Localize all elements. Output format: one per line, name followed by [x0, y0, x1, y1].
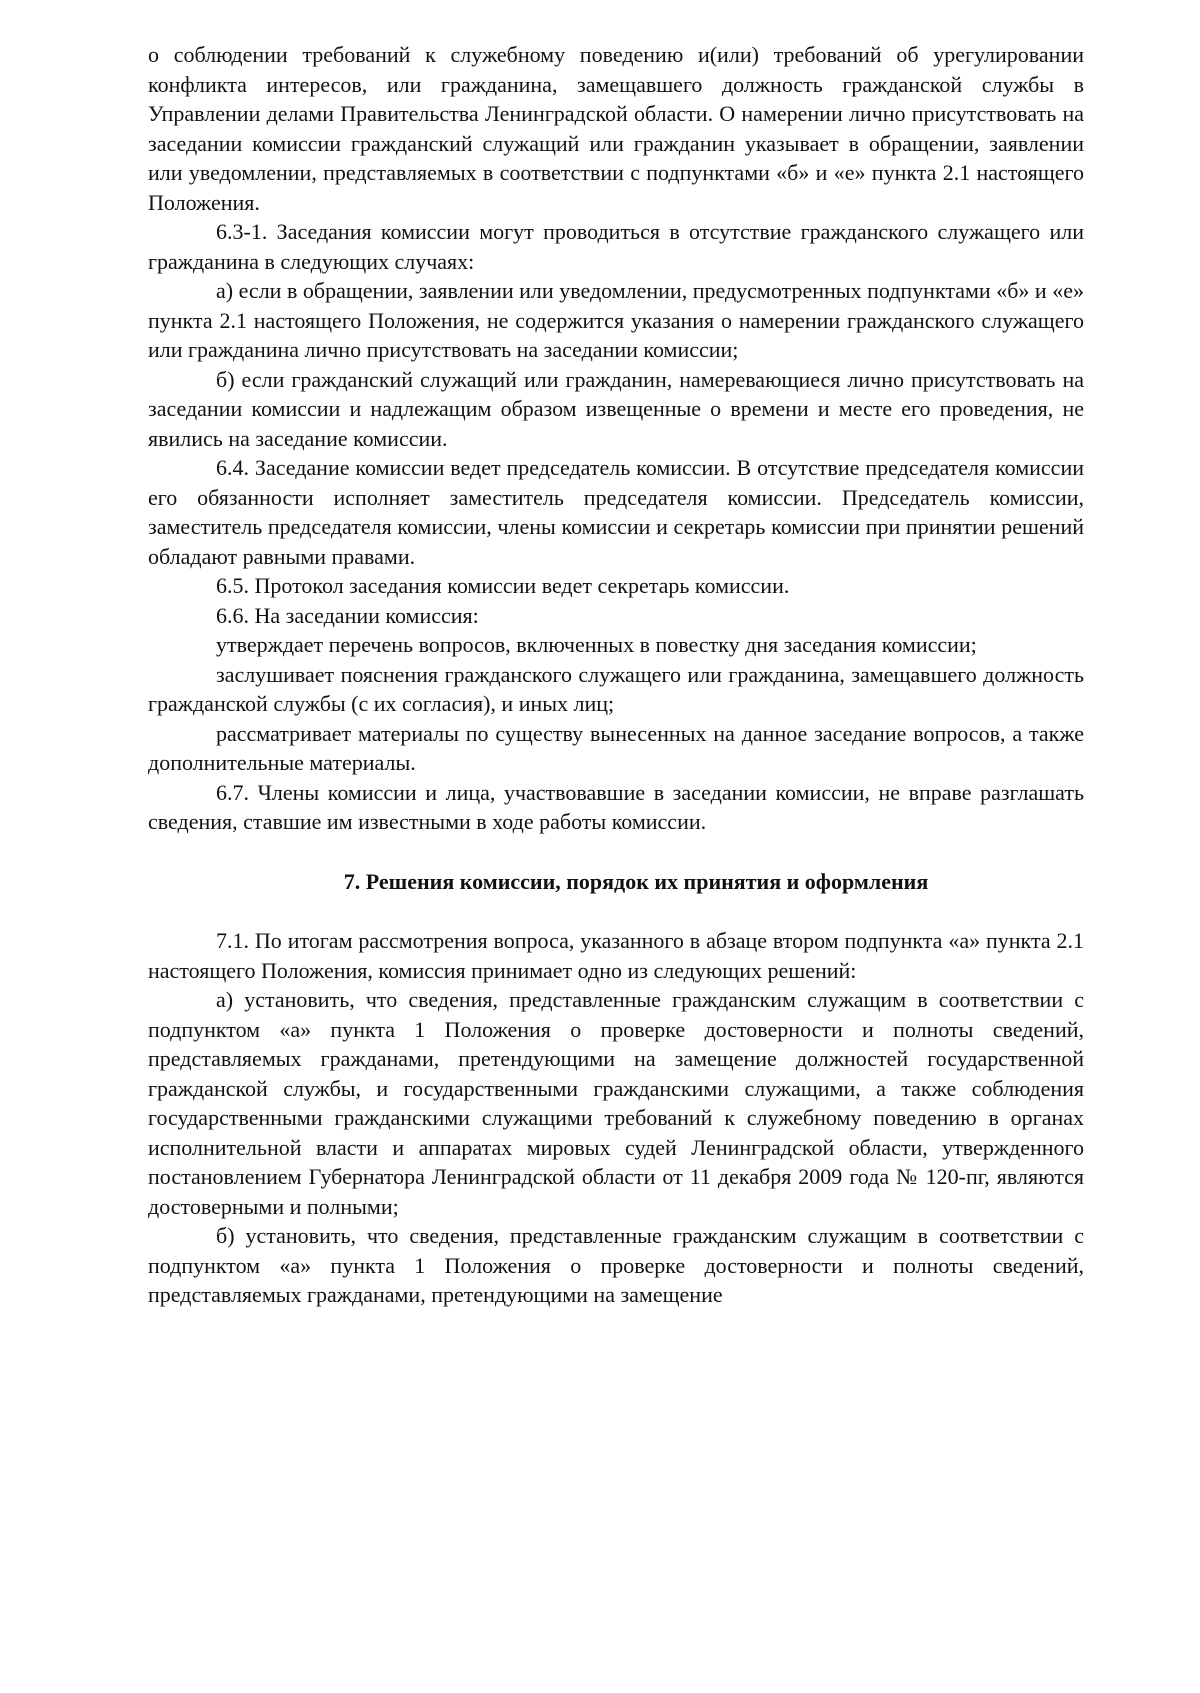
paragraph-6-6-1: утверждает перечень вопросов, включенных в повестку дня заседания комиссии; [216, 632, 977, 657]
document-page [148, 40, 1084, 1310]
paragraphs-before [148, 40, 1084, 837]
paragraph-6-6: 6.6. На заседании комиссия: [216, 602, 479, 628]
paragraph-6-5: 6.5. Протокол заседания комиссии ведет секретарь комиссии. [216, 573, 790, 598]
paragraph-6-3-1-b: б) если гражданский служащий или гражданин, намеревающиеся лично присутствовать на заседании комиссии и надлежащим образом извещенные о времени и месте его проведения, не явились на заседание комиссии. [148, 366, 1084, 451]
paragraph-7-1: 7.1. По итогам рассмотрения вопроса, указанного в абзаце втором подпункта «а» пункта 2.1 настоящего Положения, комиссия принимает одно из следующих решений: [148, 928, 1084, 983]
paragraph-7-1-a: а) установить, что сведения, представленные гражданским служащим в соответствии с подпунктом «а» пункта 1 Положения о проверке достоверности и полноты сведений, представляемых гражданами, претендующими на замещение должностей государственной гражданской службы, и государственными гражданскими служащими, а также соблюдения государственными гражданскими служащими требований к служебному поведению в органах исполнительной власти и аппаратах мировых судей Ленинградской области, утвержденного постановлением Губернатора Ленинградской области от 11 декабря 2009 года № 120-пг, являются достоверными и полными; [148, 987, 1084, 1219]
paragraph-6-4: 6.4. Заседание комиссии ведет председатель комиссии. В отсутствие председателя комиссии его обязанности исполняет заместитель председателя комиссии. Председатель комиссии, заместитель председателя комиссии, члены комиссии и секретарь комиссии при принятии решений обладают равными правами. [148, 455, 1084, 569]
paragraph-6-7: 6.7. Члены комиссии и лица, участвовавшие в заседании комиссии, не вправе разглашать сведения, ставшие им известными в ходе работы комиссии. [148, 779, 1084, 834]
paragraphs-after [148, 926, 1084, 1310]
paragraph-cont: о соблюдении требований к служебному поведению и(или) требований об урегулировании конфликта интересов, или гражданина, замещавшего должность гражданской службы в Управлении делами Правительства Ленинградской области. О намерении лично присутствовать на заседании комиссии гражданский служащий или гражданин указывает в обращении, заявлении или уведомлении, представляемых в соответствии с подпунктами «б» и «е» пункта 2.1 настоящего Положения. [148, 42, 1084, 215]
paragraph-6-3-1: 6.3-1. Заседания комиссии могут проводиться в отсутствие гражданского служащего или гражданина в следующих случаях: [148, 219, 1084, 274]
paragraph-7-1-b: б) установить, что сведения, представленные гражданским служащим в соответствии с подпунктом «а» пункта 1 Положения о проверке достоверности и полноты сведений, представляемых гражданами, претендующими на замещение [148, 1223, 1084, 1307]
paragraph-6-3-1-a: а) если в обращении, заявлении или уведомлении, предусмотренных подпунктами «б» и «е» пункта 2.1 настоящего Положения, не содержится указания о намерении гражданского служащего или гражданина лично присутствовать на заседании комиссии; [148, 278, 1084, 362]
paragraph-6-6-2: заслушивает пояснения гражданского служащего или гражданина, замещавшего должность гражданской службы (с их согласия), и иных лиц; [148, 661, 1084, 716]
paragraph-6-6-3: рассматривает материалы по существу вынесенных на данное заседание вопросов, а также дополнительные материалы. [148, 720, 1084, 775]
section-heading: 7. Решения комиссии, порядок их принятия и оформления [343, 868, 929, 894]
